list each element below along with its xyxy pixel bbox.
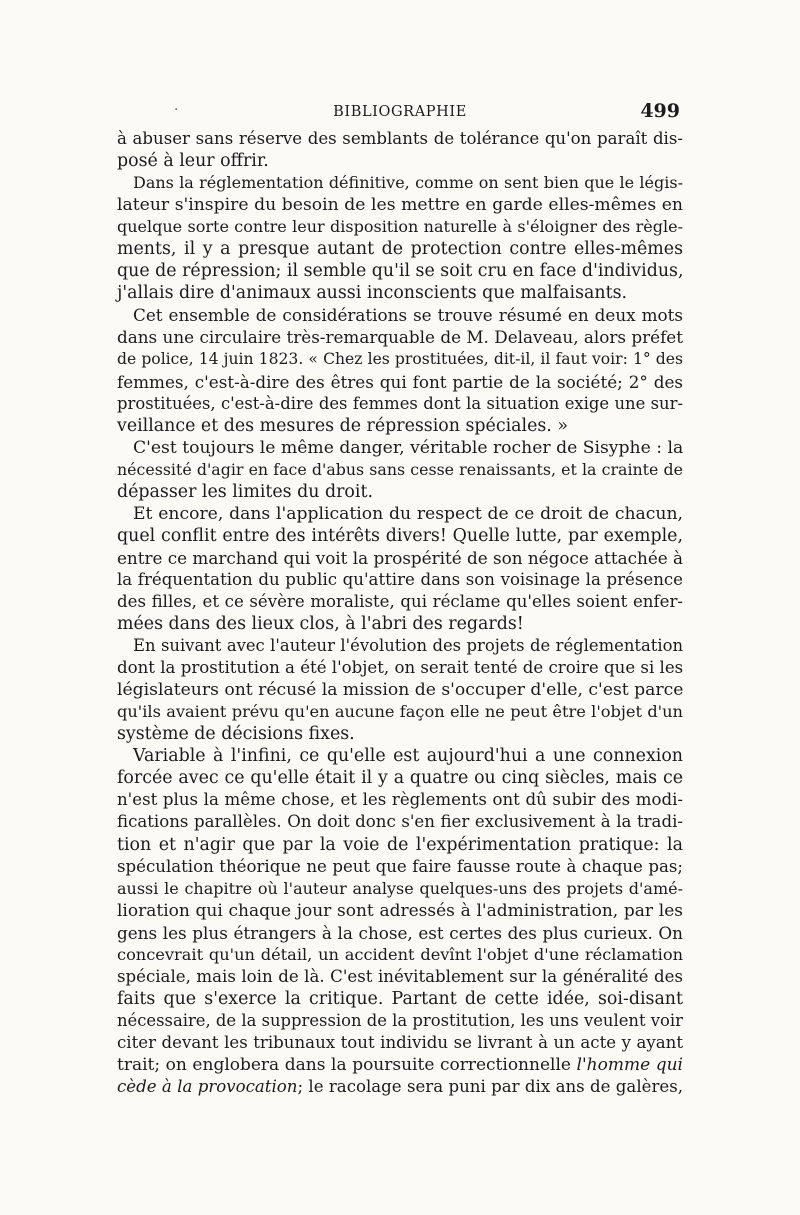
text-line: dont la prostitution a été l'objet, on serait tenté de croire que si les xyxy=(117,658,684,678)
text-line: n'est plus la même chose, et les règlements ont dû subir des modi- xyxy=(117,790,683,810)
text-line: fications parallèles. On doit donc s'en fier exclusivement à la tradi- xyxy=(117,812,683,832)
text-line: Cet ensemble de considérations se trouve résumé en deux mots xyxy=(133,305,683,326)
text-line: concevrait qu'un détail, un accident devînt l'objet d'une réclamation xyxy=(117,944,683,964)
text-line: nécessité d'agir en face d'abus sans cesse renaissants, et la crainte de xyxy=(117,459,683,479)
text-line: prostituées, c'est-à-dire des femmes dont la situation exige une sur- xyxy=(117,393,683,413)
text-line: quel conflit entre des intérêts divers! Quelle lutte, par exemple, xyxy=(117,525,683,546)
text-line xyxy=(117,1076,683,1098)
text-line: Dans la réglementation définitive, comme on sent bien que le légis- xyxy=(133,173,683,193)
text-line: dépasser les limites du droit. xyxy=(117,481,373,502)
text-line: législateurs ont récusé la mission de s'occuper d'elle, c'est parce xyxy=(117,680,684,701)
italic-text: cède à la provocation xyxy=(117,1077,298,1097)
text-line: En suivant avec l'auteur l'évolution des projets de réglementation xyxy=(133,636,683,656)
text-line: des filles, et ce sévère moraliste, qui réclame qu'elles soient enfer- xyxy=(117,591,683,611)
text-line: Variable à l'infini, ce qu'elle est aujourd'hui a une connexion xyxy=(133,746,683,767)
text-line: veillance et des mesures de répression spéciales. » xyxy=(117,415,568,436)
text-line: lioration qui chaque jour sont adressés à l'administration, par les xyxy=(117,900,683,921)
text-line: quelque sorte contre leur disposition naturelle à s'éloigner des règle- xyxy=(117,217,683,237)
text-line: entre ce marchand qui voit la prospérité de son négoce attachée à xyxy=(117,547,684,568)
text-line: ments, il y a presque autant de protection contre elles-mêmes xyxy=(117,239,683,260)
text-line: nécessaire, de la suppression de la prostitution, les uns veulent voir xyxy=(117,1010,683,1030)
text-line: de police, 14 juin 1823. « Chez les prostituées, dit-il, il faut voir: 1° des xyxy=(117,350,683,369)
text-line: gens les plus étrangers à la chose, est certes des plus curieux. On xyxy=(117,922,683,943)
text-line: lateur s'inspire du besoin de les mettre en garde elles-mêmes en xyxy=(117,195,683,216)
text-line: spéciale, mais loin de là. C'est inévitablement sur la généralité des xyxy=(117,966,683,986)
text-line xyxy=(117,1054,683,1076)
text-line: à abuser sans réserve des semblants de tolérance qu'on paraît dis- xyxy=(117,129,683,148)
text-line: que de répression; il semble qu'il se soit cru en face d'individus, xyxy=(117,261,684,282)
page-header xyxy=(117,100,683,128)
text-line: citer devant les tribunaux tout individu se livrant à un acte y ayant xyxy=(117,1032,683,1052)
text-line: Et encore, dans l'application du respect de ce droit de chacun, xyxy=(133,503,683,524)
text-line: spéculation théorique ne peut que faire fausse route à chaque pas; xyxy=(117,856,683,876)
text-line: j'allais dire d'animaux aussi inconscients que malfaisants. xyxy=(117,283,628,304)
text-line: femmes, c'est-à-dire des êtres qui font partie de la société; 2° des xyxy=(117,371,683,392)
text-line: posé à leur offrir. xyxy=(117,151,269,172)
margin-dot: · xyxy=(174,102,179,118)
page-number: 499 xyxy=(640,100,680,122)
text-line: forcée avec ce qu'elle était il y a quatre ou cinq siècles, mais ce xyxy=(117,768,683,789)
text-line: la fréquentation du public qu'attire dans son voisinage la présence xyxy=(117,569,683,589)
italic-text: l'homme qui xyxy=(576,1054,683,1075)
text-line: faits que s'exerce la critique. Partant de cette idée, soi-disant xyxy=(117,988,683,1009)
text-line: C'est toujours le même danger, véritable rocher de Sisyphe : la xyxy=(133,437,684,458)
text-fragment: trait; on englobera dans la poursuite correctionnelle xyxy=(117,1054,571,1075)
text-line: tion et n'agir que par la voie de l'expérimentation pratique: la xyxy=(117,834,683,855)
text-line: mées dans des lieux clos, à l'abri des regards! xyxy=(117,614,524,635)
text-fragment: ; le racolage sera puni par dix ans de galères, xyxy=(297,1077,683,1097)
text-line: dans une circulaire très-remarquable de M. Delaveau, alors préfet xyxy=(117,327,683,348)
body-text xyxy=(117,128,683,1098)
text-line: qu'ils avaient prévu qu'en aucune façon elle ne peut être l'objet d'un xyxy=(117,702,683,722)
text-line: aussi le chapitre où l'auteur analyse quelques-uns des projets d'amé- xyxy=(117,878,683,898)
running-title: BIBLIOGRAPHIE xyxy=(333,104,467,120)
text-line: système de décisions fixes. xyxy=(117,724,355,745)
